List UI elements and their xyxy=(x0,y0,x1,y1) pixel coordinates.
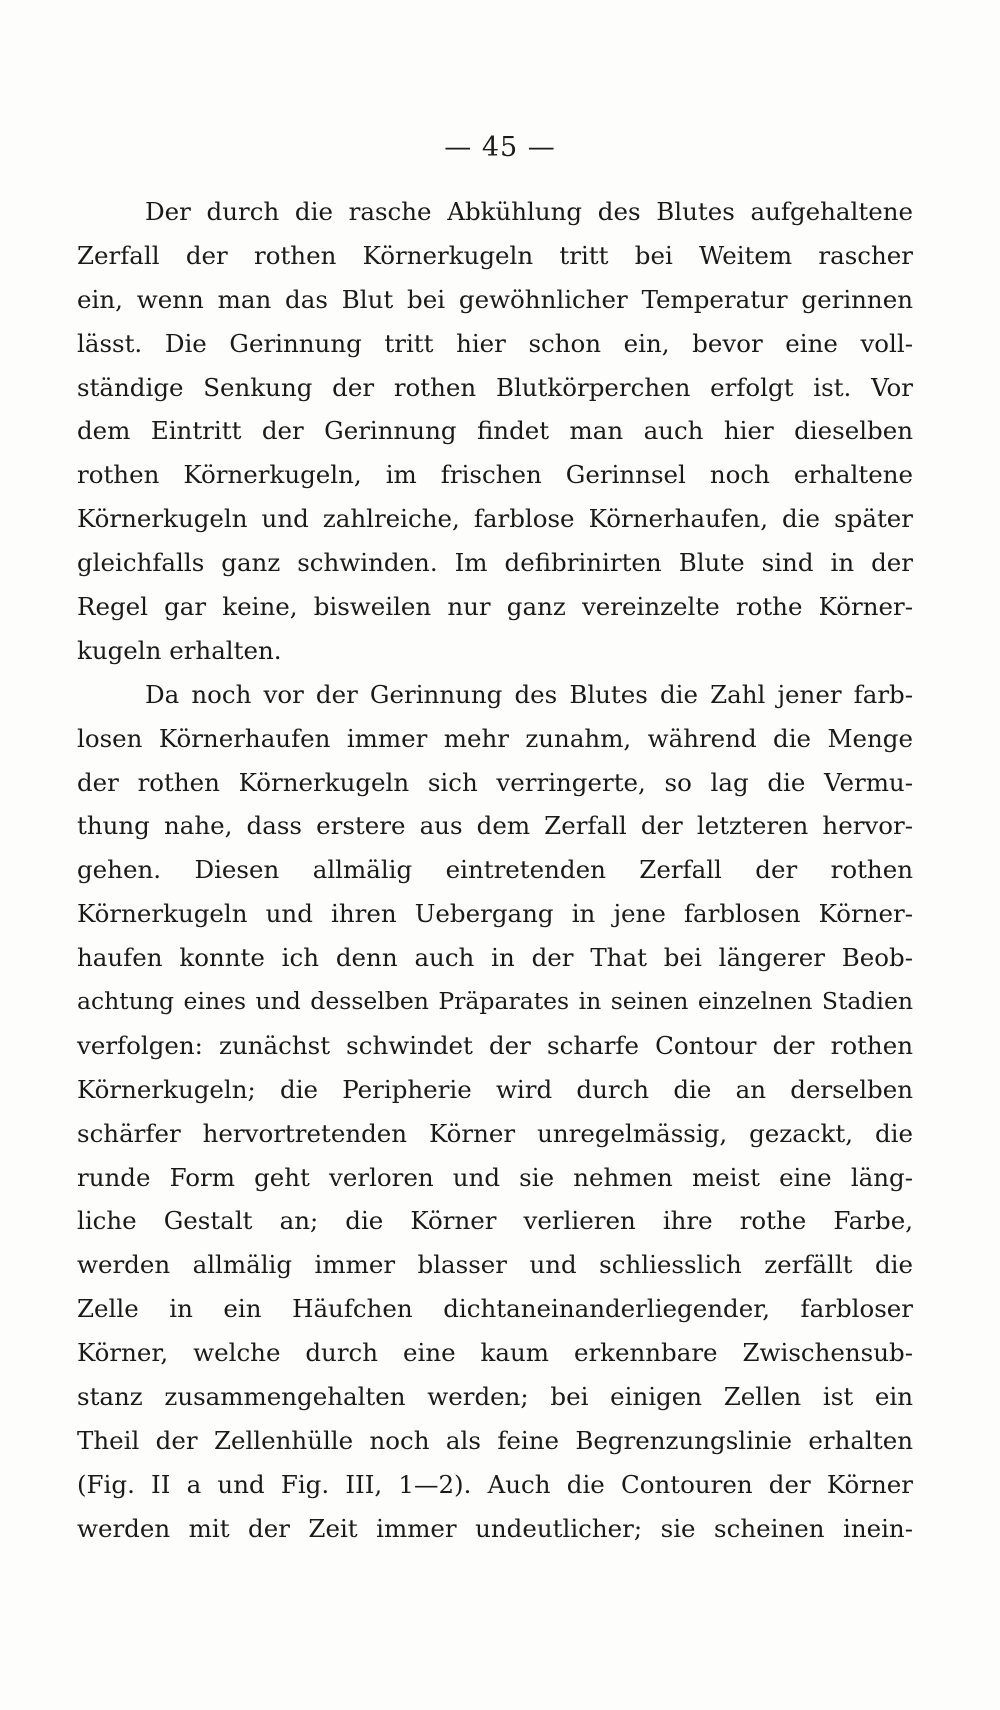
text-line: liche Gestalt an; die Körner verlieren ihre rothe Farbe, xyxy=(77,1206,913,1236)
text-line: Regel gar keine, bisweilen nur ganz vereinzelte rothe Körner- xyxy=(77,592,913,622)
text-line: werden mit der Zeit immer undeutlicher; sie scheinen inein- xyxy=(77,1513,913,1543)
text-line: gleichfalls ganz schwinden. Im defibrinirten Blute sind in der xyxy=(77,548,913,578)
text-line: Körnerkugeln und ihren Uebergang in jene farblosen Körner- xyxy=(77,899,913,929)
text-line: stanz zusammengehalten werden; bei einigen Zellen ist ein xyxy=(77,1382,913,1412)
text-line: dem Eintritt der Gerinnung findet man auch hier dieselben xyxy=(77,416,913,446)
text-line: Der durch die rasche Abkühlung des Blutes aufgehaltene xyxy=(145,197,913,226)
text-line: haufen konnte ich denn auch in der That bei längerer Beob- xyxy=(77,943,913,973)
text-line: losen Körnerhaufen immer mehr zunahm, während die Menge xyxy=(77,723,913,753)
text-column xyxy=(77,190,913,1551)
text-line: ständige Senkung der rothen Blutkörperchen erfolgt ist. Vor xyxy=(77,372,913,402)
text-line: kugeln erhalten. xyxy=(77,635,282,665)
text-line: werden allmälig immer blasser und schliesslich zerfällt die xyxy=(77,1250,913,1280)
text-line: Da noch vor der Gerinnung des Blutes die Zahl jener farb- xyxy=(145,679,913,709)
text-line: lässt. Die Gerinnung tritt hier schon ein, bevor eine voll- xyxy=(77,328,913,358)
text-line: Theil der Zellenhülle noch als feine Begrenzungslinie erhalten xyxy=(77,1425,913,1455)
text-line: Zerfall der rothen Körnerkugeln tritt bei Weitem rascher xyxy=(77,240,913,270)
text-line: achtung eines und desselben Präparates in seinen einzelnen Stadien xyxy=(77,987,913,1016)
text-line: gehen. Diesen allmälig eintretenden Zerfall der rothen xyxy=(77,855,913,885)
text-line: verfolgen: zunächst schwindet der scharfe Contour der rothen xyxy=(77,1030,913,1060)
text-line: thung nahe, dass erstere aus dem Zerfall der letzteren hervor- xyxy=(77,811,913,841)
text-line: Körnerkugeln; die Peripherie wird durch die an derselben xyxy=(77,1074,913,1104)
text-line: runde Form geht verloren und sie nehmen meist eine läng- xyxy=(77,1162,913,1192)
text-line: schärfer hervortretenden Körner unregelmässig, gezackt, die xyxy=(77,1118,913,1148)
text-line: Körner, welche durch eine kaum erkennbare Zwischensub- xyxy=(77,1338,913,1368)
paragraph-1 xyxy=(77,190,913,673)
text-line: Zelle in ein Häufchen dichtaneinanderliegender, farbloser xyxy=(77,1294,913,1324)
text-line: (Fig. II a und Fig. III, 1—2). Auch die Contouren der Körner xyxy=(77,1469,913,1499)
text-line: ein, wenn man das Blut bei gewöhnlicher Temperatur gerinnen xyxy=(77,284,913,314)
page-number: — 45 — xyxy=(444,132,556,163)
text-line: der rothen Körnerkugeln sich verringerte, so lag die Vermu- xyxy=(77,767,913,797)
text-line: Körnerkugeln und zahlreiche, farblose Körnerhaufen, die später xyxy=(77,504,913,534)
text-line: rothen Körnerkugeln, im frischen Gerinnsel noch erhaltene xyxy=(77,460,913,490)
paragraph-2 xyxy=(77,673,913,1551)
